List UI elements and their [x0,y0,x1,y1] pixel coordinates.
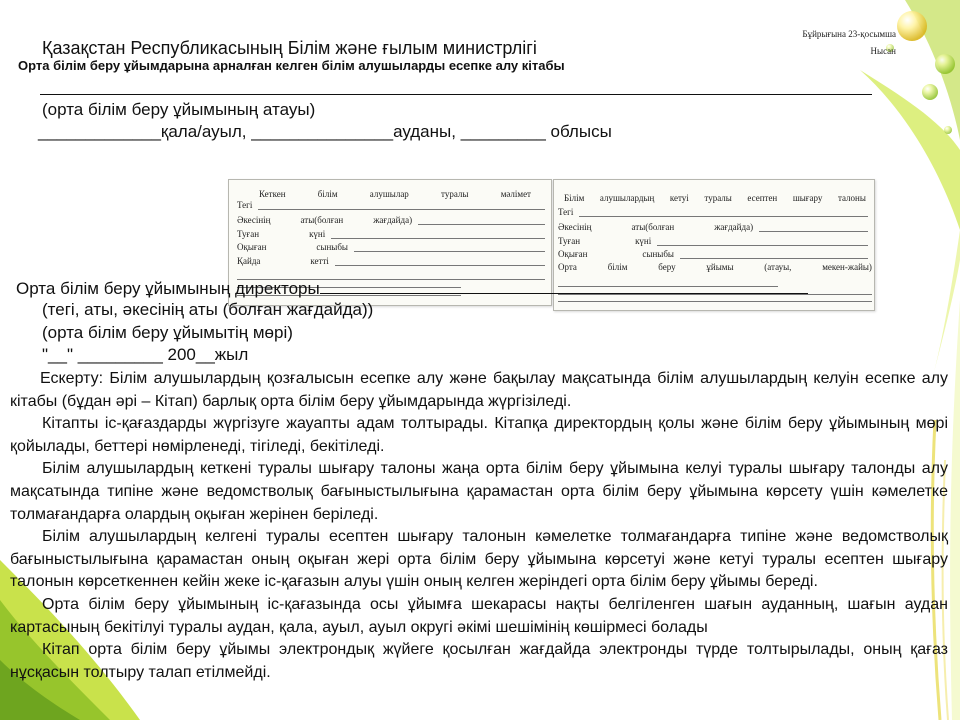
departed-talon-title: Кеткен білім алушылар туралы мәлімет [259,189,531,199]
arrival-talon-title: Білім алушылардың кетуі туралы есептен шығару талоны [564,193,866,203]
field-surname: Тегі [558,207,868,217]
org-name-hint: (орта білім беру ұйымының атауы) [42,100,316,119]
field-destination: Қайда кетті [237,256,545,266]
note-paragraph: Білім алушылардың келгені туралы есептен шығару талонын кәмелетке толмағандарға типіне және ведомстволық бағыныстылығына қарамастан оның оқыған жері орта білім беру ұйымына көрсетуі және кетуі туралы есептен шығару талонын көрсеткеннен кейін жеке іс-қағазын алуы үшін оның келген жеріндегі орта білім беру ұйымы береді. [10,528,948,591]
droplet-icon [897,11,927,41]
book-title: Орта білім беру ұйымдарына арналған келген білім алушыларды есепке алу кітабы [18,58,565,73]
field-patronymic: Әкесінің аты(болған жағдайда) [558,222,868,232]
notes [10,368,948,684]
note-paragraph: Орта білім беру ұйымының іс-қағазында осы ұйымға шекарасы нақты белгіленген шағын ауданның, шағын аудан картасының бекітілуі туралы аудан, қала, ауыл, ауыл округі әкімі шешімінің көшірмесі болады [10,595,948,636]
note-paragraph: Кітап орта білім беру ұйымы электрондық жүйеге қосылған жағдайда электронды түрде толтырылады, оның қағаз нұсқасын толтыру талап етілмейді. [10,641,948,681]
director-line: Орта білім беру ұйымының директоры [16,279,808,299]
order-line: Бұйрығына 23-қосымша [802,29,896,39]
field-grade: Оқыған сыныбы [558,249,868,259]
seal-hint: (орта білім беру ұйымытің мөрі) [42,323,293,342]
note-paragraph: Кітапты іс-қағаздарды жүргізуге жауапты адам толтырады. Кітапқа директордың қолы және білім беру ұйымының мөрі қойылады, беттері нөмірленеді, тігіледі, бекітіледі. [10,415,948,455]
field-grade: Оқыған сыныбы [237,242,545,252]
field-org-address: Орта білім беру ұйымы (атауы, мекен-жайы) [558,262,872,272]
order-annex [802,26,896,60]
field-surname: Тегі [237,200,545,210]
note-paragraph: Білім алушылардың кеткені туралы шығару талоны жаңа орта білім беру ұйымына келуі туралы шығару талонды алу мақсатында типіне және ведомстволық бағыныстылығына қарамастан орта білім беру ұйымына көрсету үшін кәмелетке толмағандарға олардың оқыған жерінен беріледі. [10,460,948,523]
field-birthdate: Туған күні [558,236,868,246]
date-line: "__" _________ 200__жыл [42,345,249,364]
director-signature-blank [320,279,808,294]
field-birthdate: Туған күні [237,229,545,239]
director-name-hint: (тегі, аты, әкесінің аты (болған жағдайда)) [42,300,374,319]
field-patronymic: Әкесінің аты(болған жағдайда) [237,215,545,225]
note-paragraph: Ескерту: Білім алушылардың қозғалысын есепке алу және бақылау мақсатында білім алушылардың келуін есепке алу кітабы (бұдан әрі – Кітап) барлық орта білім беру ұйымдарында жүргізіледі. [10,370,948,410]
ministry-title: Қазақстан Республикасының Білім және ғылым министрлігі [42,38,537,58]
org-name-blank [40,78,872,95]
form-label: Нысан [870,46,896,56]
city-district-region-line: _____________қала/ауыл, _______________ауданы, _________ облысы [38,122,612,141]
